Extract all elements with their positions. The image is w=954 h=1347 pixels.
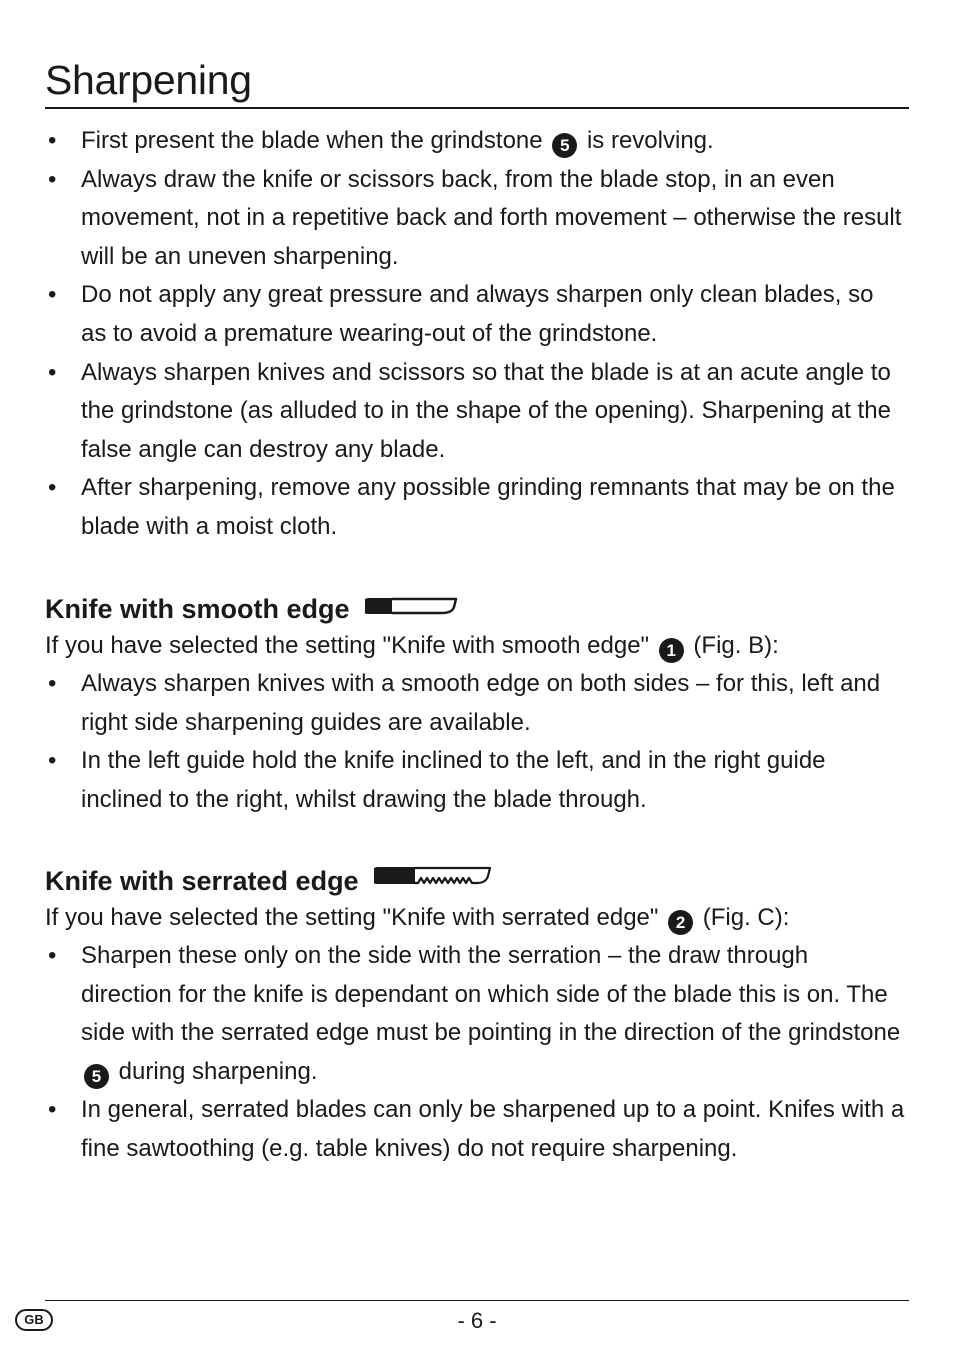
number-5-icon: 5	[84, 1064, 109, 1089]
list-item: • Always sharpen knives and scissors so that the blade is at an acute angle to the grindstone (as alluded to in the shape of the opening). Sharpening at the false angle can destroy any blade.	[45, 354, 905, 470]
smooth-knife-icon	[362, 591, 460, 627]
serrated-edge-bullet-list	[45, 937, 905, 1169]
list-item: • Always sharpen knives with a smooth edge on both sides – for this, left and right side sharpening guides are available.	[45, 665, 905, 742]
serrated-knife-icon	[371, 863, 493, 899]
smooth-edge-bullet-list	[45, 665, 905, 819]
list-item: • After sharpening, remove any possible grinding remnants that may be on the blade with a moist cloth.	[45, 469, 905, 546]
list-item: • Do not apply any great pressure and always sharpen only clean blades, so as to avoid a premature wearing-out of the grindstone.	[45, 276, 905, 353]
smooth-edge-intro: If you have selected the setting "Knife with smooth edge" 1 (Fig. B):	[45, 627, 905, 666]
language-badge: GB	[15, 1309, 53, 1331]
general-bullet-list	[45, 122, 905, 547]
footer-divider	[45, 1300, 909, 1301]
list-item: • In the left guide hold the knife inclined to the left, and in the right guide inclined to the right, whilst drawing the blade through.	[45, 742, 905, 819]
number-1-icon: 1	[659, 638, 684, 663]
list-item: • First present the blade when the grindstone 5 is revolving.	[45, 122, 905, 161]
title-divider	[45, 107, 909, 109]
number-2-icon: 2	[668, 910, 693, 935]
serrated-edge-intro: If you have selected the setting "Knife with serrated edge" 2 (Fig. C):	[45, 899, 905, 938]
list-item: • Always draw the knife or scissors back, from the blade stop, in an even movement, not in a repetitive back and forth movement – otherwise the result will be an uneven sharpening.	[45, 161, 905, 277]
page-title: Sharpening	[45, 57, 252, 103]
smooth-edge-heading: Knife with smooth edge	[45, 591, 905, 627]
list-item: • Sharpen these only on the side with the serration – the draw through direction for the knife is dependant on which side of the blade this is on. The side with the serrated edge must be pointing in the direction of the grindstone 5 during sharpening.	[45, 937, 905, 1091]
page-content	[45, 122, 905, 1169]
number-5-icon: 5	[552, 133, 577, 158]
list-item: • In general, serrated blades can only be sharpened up to a point. Knifes with a fine sawtoothing (e.g. table knives) do not require sharpening.	[45, 1091, 905, 1168]
serrated-edge-heading: Knife with serrated edge	[45, 863, 905, 899]
page-number: - 6 -	[457, 1308, 497, 1333]
